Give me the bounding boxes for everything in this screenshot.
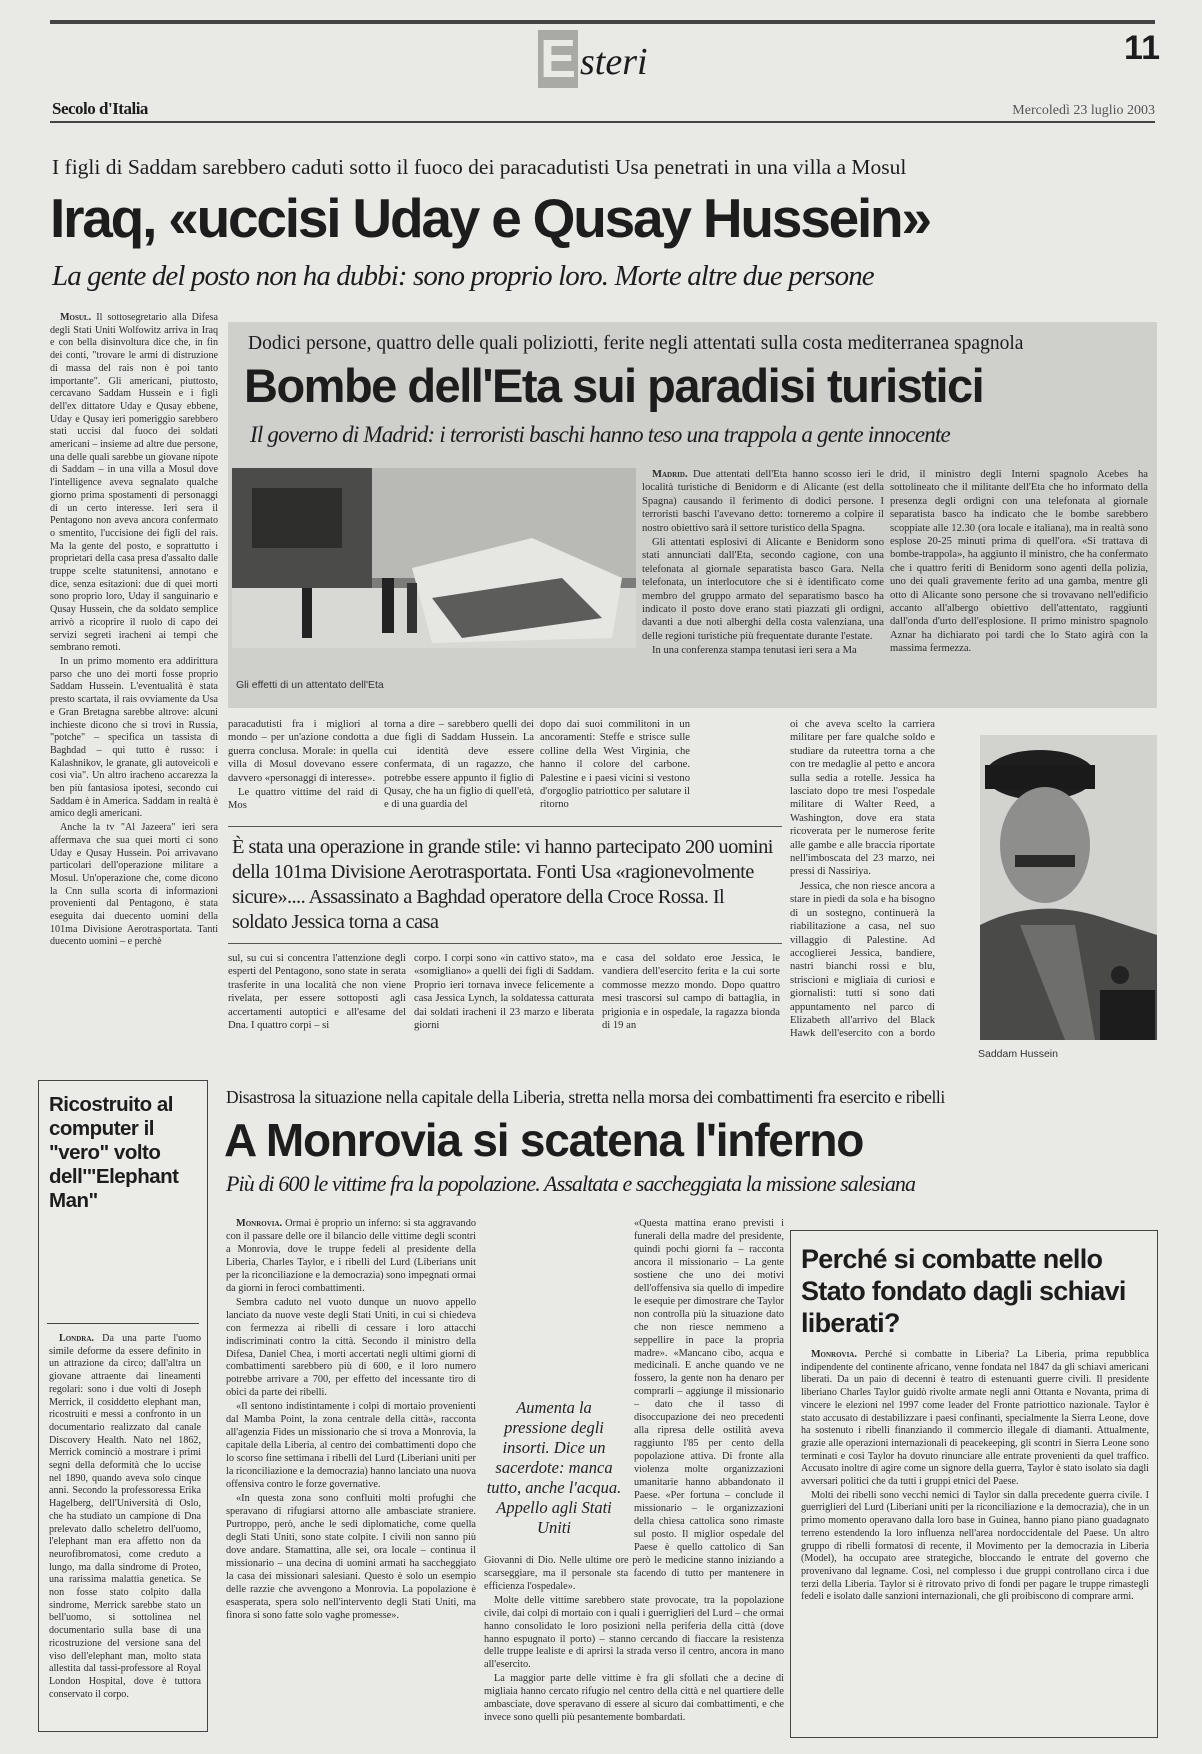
eta-body-left xyxy=(636,468,884,704)
iraq-strip-col-1 xyxy=(228,718,378,810)
iraq-bottom-col-1 xyxy=(228,952,406,1048)
iraq-strip-paragraph: Le quattro vittime del raid di Mos xyxy=(228,787,378,810)
elephant-rule xyxy=(47,1323,199,1324)
pullquote-float xyxy=(484,1398,624,1548)
sidebar-body xyxy=(801,1349,1149,1731)
iraq-bottom-col-2 xyxy=(414,952,594,1048)
eta-headline: Bombe dell'Eta sui paradisi turistici xyxy=(244,359,984,412)
iraq-subhead: La gente del posto non ha dubbi: sono proprio loro. Morte altre due persone xyxy=(52,260,874,292)
saddam-photo-caption: Saddam Hussein xyxy=(978,1048,1058,1060)
section-logo xyxy=(538,30,688,92)
eta-photo-graphic xyxy=(232,468,636,674)
iraq-headline: Iraq, «uccisi Uday e Qusay Hussein» xyxy=(50,187,930,249)
sidebar-paragraph: Molti dei ribelli sono vecchi nemici di Taylor sin dalla precedente guerra civile. I guerriglieri del Lurd (Liberiani uniti per la riconciliazione e la democrazia), che in un primo momento operavano dalla loro base in Guinea, hanno piano piano guadagnato terreno estendendo la loro influenza nell'area nordoccidentale del Paese. Un altro gruppo di ribelli formatosi di recente, il Movimento per la democrazia in Liberia (Model), ha occupato aree strategiche, bloccando le entrate del governo che provenivano dal legname. Così, nel complesso i due gruppi controllano circa i due terzi della Liberia. Taylor si è ritrovato privo di fondi per pagare le truppe rimastegli fedeli e isolato dalle sanzioni internazionali, che gli proibiscono di comprare armi. xyxy=(801,1489,1149,1603)
sidebar-box xyxy=(790,1230,1158,1738)
eta-dateline: Madrid. xyxy=(652,469,688,480)
iraq-strip-paragraph: paracadutisti fra i migliori al mondo – per un'azione condotta a guerra conclusa. Morale: in quella villa di Mosul dovevano essere davvero «personaggi di interesse». xyxy=(228,719,378,784)
liberia-paragraph: «Questa mattina erano previsti i funerali della madre del presidente, quindi pochi giorni fa – racconta ancora il missionario – La gente sostiene che uno dei motivi dell'offensiva sia quello di impedire le esequie per dimostrare che Taylor non controlla più la situazione dato che non riesce nemmeno a seppellire in pace la propria madre». «Mancano cibo, acqua e medicinali. E anche quando ve ne fossero, la gente non ha denaro per comprarli – aggiunge il missionario – dato che il tasso di disoccupazione dei neo precedenti alla ripresa delle ostilità aveva raggiunto l'85 per cento della popolazione attiva. Di fronte alla violenza molte organizzazioni umanitarie hanno abbandonato il Paese. «Per fortuna – conclude il missionario – le organizzazioni della chiesa cattolica sono rimaste sul posto. Il miglior ospedale del Paese è quello cattolico di San Giovanni di Dio. Nelle ultime ore però le medicine stanno iniziando a scarseggiare, ma il personale sta facendo di tutto per mantenere in efficienza l'ospedale». xyxy=(484,1218,784,1592)
liberia-paragraph: Ormai è proprio un inferno: si sta aggravando con il passare delle ore il bilancio delle vittime degli scontri a Monrovia, dove le truppe fedeli al presidente della Liberia, Charles Taylor, e i ribelli del Lurd (Liberians unit per la riconciliazione e la democrazia) sono impegnati ormai da giorni in feroci combattimenti. xyxy=(226,1218,476,1294)
sidebar-dateline: Monrovia. xyxy=(811,1349,857,1360)
iraq-callout: È stata una operazione in grande stile: vi hanno partecipato 200 uomini della 101ma Divisione Aerotrasportata. Fonti Usa «ragionevolmente sicure».... Assassinato a Baghdad operatore della Croce Rossa. Il soldato Jessica torna a casa xyxy=(232,836,773,933)
page-number: 11 xyxy=(1124,29,1160,67)
iraq-kicker: I figli di Saddam sarebbero caduti sotto il fuoco dei paracadutisti Usa penetrati in una villa a Mosul xyxy=(52,155,907,179)
saddam-photo-graphic xyxy=(980,735,1157,1040)
eta-paragraph: Gli attentati esplosivi di Alicante e Benidorm sono stati annunciati dall'Eta, secondo cagione, con una telefonata al giornale separatista basco Gara. Nella telefonata, un interlocutore che si è identificato come membro del gruppo armato del separatismo basco ha indicato il posto dove erano stati piazzati gli ordigni, davanti a due noti alberghi della costa valenziana, una delle regioni turistiche più frequentate durante l'estate. xyxy=(642,537,884,642)
liberia-paragraph: Molte delle vittime sarebbero state provocate, tra la popolazione civile, dai colpi di mortaio con i quali i guerriglieri del Lurd – che ormai hanno consolidato le loro posizioni nella periferia della città (dove hanno espugnato il porto) – stanno cercando di fiaccare la resistenza delle truppe lealiste e di aprirsi la strada verso il centro, ancora in mano all'esercito. xyxy=(484,1594,784,1671)
iraq-paragraph: Anche la tv "Al Jazeera" ieri sera affermava che sua quei morti ci sono Uday e Qusay Hussein. Poi arrivavano particolari dell'operazione militare a Mosul. Un'operazione che, come dicono la Cnn sulla scorta di informazioni provenienti dal Pentagono, è stata eseguita dai duecento uomini della 101ma Divisione Aerotrasportata. Tanti duecento uomini – e perchè xyxy=(50,822,218,948)
elephant-paragraph: Da una parte l'uomo simile deforme da essere definito in un attrazione da circo; dall'altra un giovane attraente dai lineamenti regolari: sono i due volti di Joseph Merrick, il cosiddetto elephant man, ricostruiti e messi a confronto in un documentario realizzato dal canale Discovery Health. Nato nel 1862, Merrick cominciò a mostrare i primi segni della deformità che lo uccise nel 1890, quando aveva solo cinque anni. Secondo la professoressa Erika Hagelberg, dell'Università di Oslo, che ha studiato un campione di Dna prelevato dallo scheletro dell'uomo, l'elephant man era affetto non da neurofibromatosi, come creduto a lungo, ma dalla sindrome di Proteo, una rarissima malattia genetica. Se non fosse stato colpito dalla sindrome, Merrick sarebbe stato un bell'uomo, si sottolinea nel documentario sulla base di una ricostruzione del versione sana del viso dell'elephant man, molto stata allestita dal tassi-professore al Royal London Hospital, dove è tuttora conservato il corpo. xyxy=(49,1333,201,1700)
liberia-headline: A Monrovia si scatena l'inferno xyxy=(224,1114,864,1166)
eta-kicker: Dodici persone, quattro delle quali poliziotti, ferite negli attentati sulla costa mediterranea spagnola xyxy=(248,333,1024,354)
eta-body-right xyxy=(886,468,1148,704)
liberia-paragraph: La maggior parte delle vittime è fra gli sfollati che a decine di migliaia hanno cercato rifugio nel centro della città e nel quartiere delle ambasciate, dove speravano di essere al sicuro dai combattimenti, e che invece sono quelli più pesantemente bombardati. xyxy=(484,1673,784,1724)
iraq-body-left xyxy=(50,312,218,1064)
iraq-bottom-col-3 xyxy=(602,952,780,1048)
section-name: steri xyxy=(580,41,648,83)
top-rule xyxy=(50,20,1155,24)
liberia-paragraph: Sembra caduto nel vuoto dunque un nuovo appello lanciato da nuove veste degli Stati Uniti, in cui si chiedeva con fermezza ai ribelli di cessare i loro attacchi indiscriminati contro la città. Secondo il ministro della Difesa, Daniel Chea, i morti accertati negli ultimi giorni di combattimenti sarebbero più di 600, e il loro numero potrebbe arrivare a 700, per effetto del incessante tiro di obici da parte dei ribelli. xyxy=(226,1296,476,1399)
elephant-headline: Ricostruito al computer il "vero" volto dell'"Elephant Man" xyxy=(49,1093,179,1212)
masthead: Secolo d'Italia xyxy=(52,99,148,118)
eta-subhead: Il governo di Madrid: i terroristi baschi hanno teso una trappola a gente innocente xyxy=(250,422,950,447)
iraq-strip-col-2 xyxy=(384,718,534,810)
saddam-photo xyxy=(980,735,1157,1040)
eta-photo-caption: Gli effetti di un attentato dell'Eta xyxy=(236,679,384,691)
eta-paragraph: In una conferenza stampa tenutasi ieri sera a Ma xyxy=(652,645,857,657)
liberia-pullquote: Aumenta la pressione degli insorti. Dice un sacerdote: manca tutto, anche l'acqua. Appello agli Stati Uniti xyxy=(486,1398,622,1537)
eta-paragraph: Due attentati dell'Eta hanno scosso ieri le località turistiche di Benidorm e di Alicante (est della Spagna) causando il ferimento di dodici persone. I terroristi baschi l'avevano detto: torneremo a colpire il nostro obiettivo sarà il settore turistico della Spagna. xyxy=(642,469,884,534)
masthead-rule xyxy=(50,121,1155,123)
liberia-body-col-2 xyxy=(484,1218,784,1736)
iraq-paragraph: In un primo momento era addirittura parso che uno dei morti fosse proprio Saddam Hussein. L'eventualità è stata presto scartata, il rais ovviamente da Usa e Gran Bretagna sarebbe altrove: alcuni inchieste dicono che si trovi in Russia, "potche" – specifica un tassista di Baghdad – qui tutto è russo: i Kalashnikov, le granate, gli autoveicoli e così via". Un altro iracheno accarezza la ben più fantasiosa ipotesi, secondo cui Saddam è in America. Saddam in realtà è amico degli americani. xyxy=(50,655,218,820)
liberia-paragraph: «Il sentono indistintamente i colpi di mortaio provenienti dal Mamba Point, la zona centrale della città», racconta all'agenzia Fides un missionario che si trova a Monrovia, la capitale della Liberia, al centro dei combattimenti dopo che lo scorso fine settimana i ribelli del Lurd (Liberiani uniti per la riconciliazione e la democrazia) hanno lanciato una nuova offensiva contro le forze governative. xyxy=(226,1401,476,1491)
sidebar-headline: Perché si combatte nello Stato fondato dagli schiavi liberati? xyxy=(801,1244,1126,1338)
iraq-paragraph: Jessica, che non riesce ancora a stare in piedi da sola e ha bisogno di un sostegno, continuerà la riabilitazione a casa, nel suo villaggio di Palestine. Ad accoglierei Jessica, bandiere, nastri bianchi rossi e blu, striscioni e migliaia di curiosi e giornalisti: tutti si sono dati appuntamento nel parco di Elizabeth all'arrivo del Black Hawk dell'esercito con a bordo xyxy=(790,880,935,1038)
sidebar-paragraph: Perché si combatte in Liberia? La Liberia, prima repubblica indipendente del continente africano, venne fondata nel 1847 da gli schiavi americani liberati. Da un paio di decenni è teatro di estenuanti guerre civili. Il presidente liberiano Charles Taylor guidò rivolte armate negli anni Ottanta e Novanta, prima di vincere le elezioni nel 1997 come leader del Fronte patriottico nazionale. Taylor è stato accusato di destabilizzare i paesi confinanti, specialmente la Sierra Leone, dove ha sostenuto i ribelli finanziando il commercio illegale di diamanti. Attualmente, grazie alle operazioni internazionali di peacekeeping, gli scontri in Sierra Leone sono terminati e così Taylor ha dovuto rinunciare alle entrate provenienti da quel traffico. Accusato inoltre di agire come un signore della guerra, Taylor è stato isolato sia dagli avversari politici che da tutti i gruppi etnici del Paese. xyxy=(801,1349,1149,1488)
iraq-paragraph: Il sottosegretario alla Difesa degli Stati Uniti Wolfowitz arriva in Iraq e con bella disinvoltura dice che, in fin dei conti, "trovare le armi di distruzione di massa del rais non è poi tanto importante". Gli americani, piuttosto, cercavano Saddam Hussein e i figli dell'ex dittatore Uday e Qusay ebbene, Uday e Qusay ieri pomeriggio sarebbero stati uccisi dal fuoco dei soldati americani – insieme ad altre due persone, una delle quali sarebbe un giovane nipote di Saddam – in una villa a Mosul dove l'intelligence aveva segnalato qualche giorno prima spostamenti di personaggi di un certo interesse. Ieri sera il Pentagono non aveva ancora confermato o smentito, l'uccisione dei figli del rais. Ma la gente del posto, e soprattutto i proprietari della casa presa d'assalto dalle truppe scelte statunitensi, annotano e dice, senza esitazioni: due di quei morti sono proprio loro, Uday il sanguinario e Qusay Hussein, che da soldato semplice arrivò a ricoprire il ruolo di capo dei servizi segreti iracheni ai tempi che sembrano remoti. xyxy=(50,312,218,654)
liberia-dateline: Monrovia. xyxy=(236,1218,283,1229)
section-initial: E xyxy=(539,29,577,89)
iraq-callout-box xyxy=(228,826,782,944)
page-date: Mercoledì 23 luglio 2003 xyxy=(1012,103,1155,118)
iraq-strip-col-4 xyxy=(790,718,935,1038)
eta-box xyxy=(228,322,1157,708)
elephant-body xyxy=(49,1333,201,1725)
iraq-dateline: Mosul. xyxy=(60,312,92,323)
elephant-dateline: Londra. xyxy=(59,1333,94,1344)
iraq-strip-col-3 xyxy=(540,718,690,810)
iraq-bottom-paragraph: e casa del soldato eroe Jessica, le vandiera dell'esercito ferita e la cui sorte commosse mezzo mondo. Dopo quattro mesi trascorsi sul campo di battaglia, in prigionia e in ospedale, la ragazza bionda di 19 an xyxy=(602,953,780,1032)
liberia-body-col-1 xyxy=(226,1218,476,1736)
eta-photo xyxy=(232,468,636,674)
elephant-box xyxy=(38,1080,208,1732)
iraq-bottom-paragraph: corpo. I corpi sono «in cattivo stato», ma «somigliano» a quelli dei figli di Saddam. Proprio ieri tornava invece felicemente a casa Jessica Lynch, la soldatessa catturata dai soldati iracheni il 23 marzo e liberata giorni xyxy=(414,953,594,1032)
iraq-strip-paragraph: oi che aveva scelto la carriera militare per fare qualche soldo e studiare da ruteettra torna a che con tre medaglie al petto e ancora sulla sedia a rotelle. Jessica ha lasciato dopo tre mesi l'ospedale militare di Walter Reed, a Washington, dove era stata ricoverata per le numerose ferite alle gambe e alle braccia riportate nell'imboscata del 23 marzo, nei pressi di Nassiriya. xyxy=(790,719,935,878)
liberia-kicker: Disastrosa la situazione nella capitale della Liberia, stretta nella morsa dei combattimenti fra esercito e ribelli xyxy=(226,1087,945,1107)
liberia-paragraph: «In questa zona sono confluiti molti profughi che speravano di rifugiarsi attorno alle ambasciate straniere. Purtroppo, però, anche le sedi diplomatiche, come quella degli Stati Uniti, sono state colpite. I civili non sanno più dove andare. Stamattina, alle sei, ora locale – continua il missionario – una decina di uomini armati ha saccheggiato la casa dei missionari salesiani. Questo è solo un esempio delle razzie che avvengono a Monrovia. La popolazione è esasperata, spera solo nell'intervento degli Stati Uniti, ma finora si sono fatte solo vaghe promesse». xyxy=(226,1493,476,1621)
iraq-strip-paragraph: torna a dire – sarebbero quelli dei due figli di Saddam Hussein. La cui identità deve essere confermata, di un ragazzo, che potrebbe essere appunto il figlio di Qusay, che ha un figlio di quell'età, e di una guardia del xyxy=(384,719,534,810)
liberia-subhead: Più di 600 le vittime fra la popolazione. Assaltata e saccheggiata la missione salesiana xyxy=(226,1171,916,1196)
iraq-bottom-paragraph: sul, su cui si concentra l'attenzione degli esperti del Pentagono, sono state in serata trasferite in una località che non viene rivelata, per essere sottoposti agli accertamenti autoptici e all'esame del Dna. I quattro corpi – si xyxy=(228,953,406,1032)
iraq-strip-paragraph: dopo dai suoi commilitoni in un ancoramenti: Steffe e strisce sulle colline della West Virginia, che hanno il colore del carbone. Palestine e i paesi vicini si vestono d'orgoglio patriottico per salutare il ritorno xyxy=(540,719,690,810)
eta-paragraph: drid, il ministro degli Interni spagnolo Acebes ha sottolineato che il militante dell'Eta che ho informato della presenza degli ordigni con una telefonata al giornale separatista basco ha indicato che le bombe sarebbero scoppiate alle 12.30 (ora locale e italiana), ma in realtà sono esplose 20-25 minuti prima di quell'ora. «Si trattava di bombe-trappola», ha aggiunto il ministro, che ha confermato che i quattro feriti di Benidorm sono agenti della polizia, uno dei quali gravemente ferito ad una gamba, mentre gli otto di Alicante sono persone che si trovavano nell'edificio accanto all'albergo obiettivo dell'attentato, raggiunti dall'onda d'urto dell'esplosione. Il primo ministro spagnolo Aznar ha dichiarato poi tardi che lo Stato agirà con la massima fermezza. xyxy=(890,469,1148,655)
